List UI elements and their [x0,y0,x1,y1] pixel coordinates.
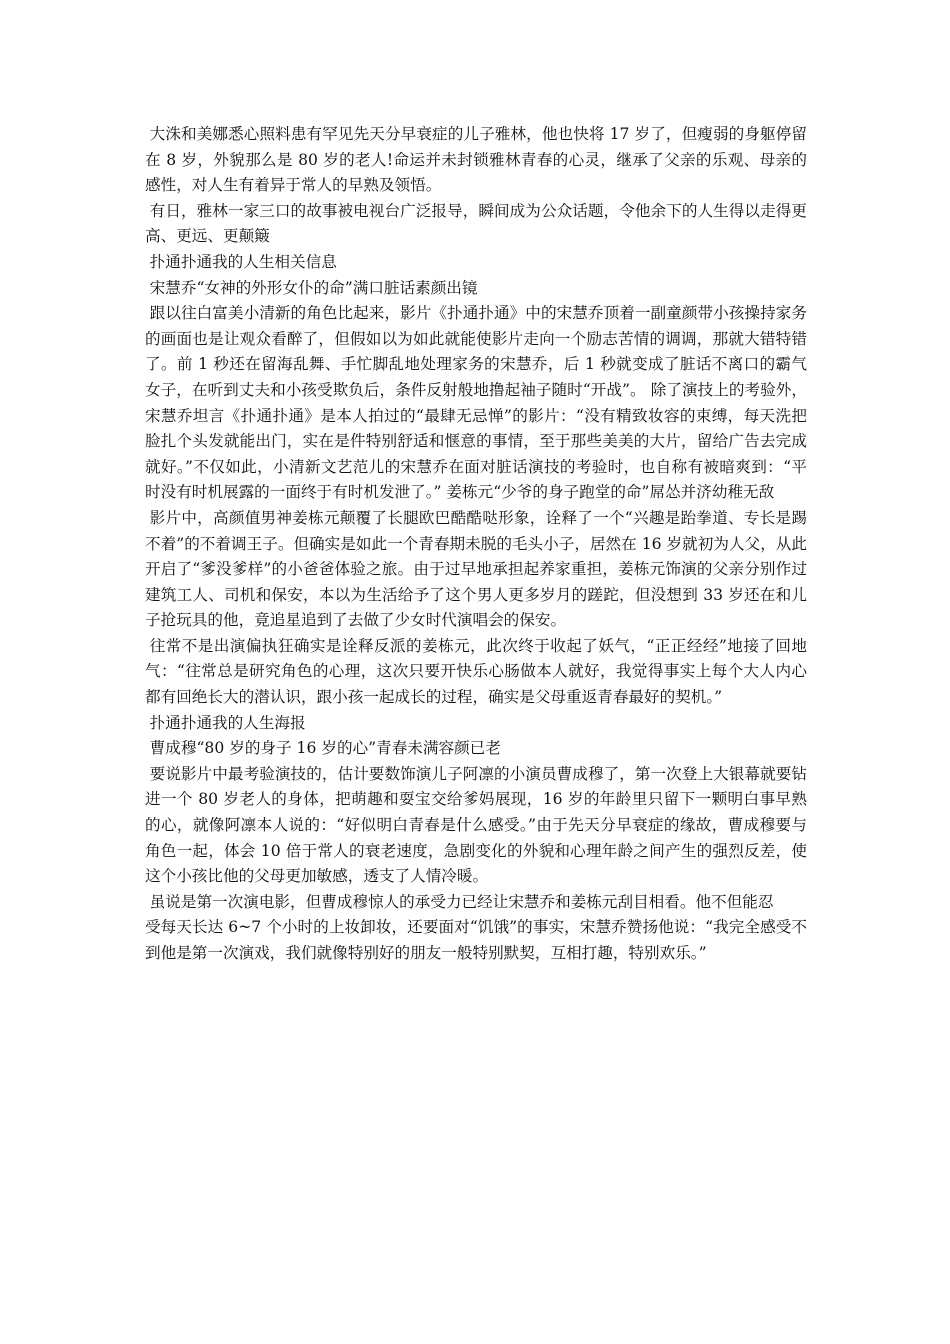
heading-cho-sung-mok: 曹成穆“80 岁的身子 16 岁的心”青春未满容颜已老 [149,739,501,758]
paragraph-gang-dong-won-quote: 往常不是出演偏执狂确实是诠释反派的姜栋元，此次终于收起了妖气，“正正经经”地接了回地气：“往常总是研究角色的心理，这次只要开快乐心肠做本人就好，我觉得事实上每个大人内心都有回绝长大的潜认识，跟小孩一起成长的过程，确实是父母重返青春最好的契机。” [145,636,807,707]
paragraph-first-film: 虽说是第一次演电影，但曹成穆惊人的承受力已经让宋慧乔和姜栋元刮目相看。他不但能忍 [149,892,774,911]
paragraph-intro: 大洙和美娜悉心照料患有罕见先天分早衰症的儿子雅林，他也快将 17 岁了，但瘦弱的身躯停留在 8 岁，外貌那么是 80 岁的老人!命运并未封锁雅林青春的心灵，继承了父亲的乐观、母亲的感性，对人生有着异于常人的早熟及领悟。 [145,125,807,195]
heading-song-hye-kyo: 宋慧乔“女神的外形女仆的命”满口脏话素颜出镜 [149,278,478,297]
heading-poster: 扑通扑通我的人生海报 [149,713,306,732]
document-body [145,122,807,967]
paragraph-cho-sung-mok: 要说影片中最考验演技的，估计要数饰演儿子阿凛的小演员曹成穆了，第一次登上大银幕就要钻进一个 80 岁老人的身体，把萌趣和耍宝交给爹妈展现，16 岁的年龄里只留下一颗明白事早熟的心，就像阿凛本人说的：“好似明白青春是什么感受。”由于先天分早衰症的缘故，曹成穆要与角色一起，体会 10 倍于常人的衰老速度，急剧变化的外貌和心理年龄之间产生的强烈反差，使这个小孩比他的父母更加敏感，透支了人情冷暖。 [145,764,807,886]
paragraph-song-hye-kyo: 跟以往白富美小清新的角色比起来，影片《扑通扑通》中的宋慧乔顶着一副童颜带小孩操持家务的画面也是让观众看醉了，但假如以为如此就能使影片走向一个励志苦情的调调，那就大错特错了。前 1 秒还在留海乱舞、手忙脚乱地处理家务的宋慧乔，后 1 秒就变成了脏话不离口的霸气女子，在听到丈夫和小孩受欺负后，条件反射般地撸起袖子随时“开战”。 除了演技上的考验外，宋慧乔坦言《扑通扑通》是本人拍过的“最肆无忌惮”的影片：“没有精致妆容的束缚，每天洗把脸扎个头发就能出门，实在是件特别舒适和惬意的事情，至于那些美美的大片，留给广告去完成就好。”不仅如此，小清新文艺范儿的宋慧乔在面对脏话演技的考验时，也自称有被暗爽到：“平时没有时机展露的一面终于有时机发泄了。” 姜栋元“少爷的身子跑堂的命”屌怂并济幼稚无敌 [145,304,807,502]
paragraph-news-coverage: 有日，雅林一家三口的故事被电视台广泛报导，瞬间成为公众话题，令他余下的人生得以走得更高、更远、更颠簸 [145,201,807,246]
paragraph-first-film-continued: 受每天长达 6~7 个小时的上妆卸妆，还要面对“饥饿”的事实，宋慧乔赞扬他说：“我完全感受不到他是第一次演戏，我们就像特别好的朋友一般特别默契，互相打趣，特别欢乐。” [145,918,807,962]
heading-related-info: 扑通扑通我的人生相关信息 [149,252,337,271]
paragraph-gang-dong-won: 影片中，高颜值男神姜栋元颠覆了长腿欧巴酷酷哒形象，诠释了一个“兴趣是跆拳道、专长是踢不着”的不着调王子。但确实是如此一个青春期未脱的毛头小子，居然在 16 岁就初为人父，从此开启了“爹没爹样”的小爸爸体验之旅。由于过早地承担起养家重担，姜栋元饰演的父亲分别作过建筑工人、司机和保安，本以为生活给予了这个男人更多岁月的蹉跎，但没想到 33 岁还在和儿子抢玩具的他，竟追星追到了去做了少女时代演唱会的保安。 [145,508,807,630]
